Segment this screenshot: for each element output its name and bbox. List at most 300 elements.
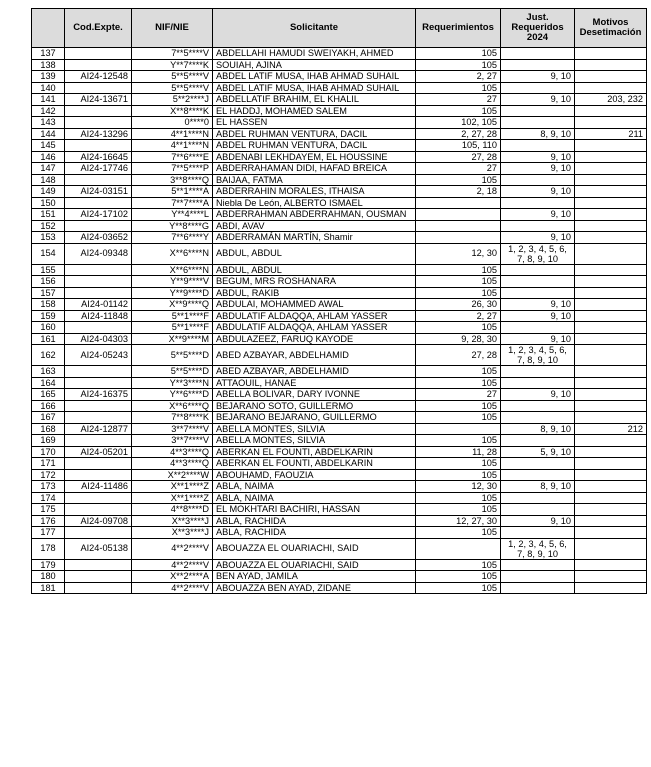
cod-expte-cell: AI24-17746 [65, 163, 132, 175]
just-requeridos-cell [501, 559, 575, 571]
row-number-cell: 142 [32, 105, 65, 117]
row-number-cell: 143 [32, 117, 65, 129]
table-row [32, 287, 647, 299]
just-requeridos-cell: 9, 10 [501, 186, 575, 198]
table-row [32, 435, 647, 447]
cod-expte-cell [65, 492, 132, 504]
nif-nie-cell: Y**7****K [132, 59, 213, 71]
motivos-cell [575, 48, 647, 60]
nif-nie-cell: X**3****J [132, 527, 213, 539]
table-row [32, 538, 647, 559]
row-number-cell: 175 [32, 504, 65, 516]
solicitante-cell: ABERKAN EL FOUNTI, ABDELKARIN [213, 446, 416, 458]
motivos-cell [575, 538, 647, 559]
header-just-requeridos: Just. Requeridos 2024 [501, 9, 575, 48]
table-row [32, 446, 647, 458]
row-number-cell: 151 [32, 209, 65, 221]
requerimientos-cell: 105 [416, 59, 501, 71]
solicitante-cell: ABDULAZEEZ, FARUQ KAYODE [213, 333, 416, 345]
row-number-cell: 140 [32, 82, 65, 94]
nif-nie-cell: X**2****W [132, 469, 213, 481]
motivos-cell [575, 504, 647, 516]
solicitante-cell: ABDEL LATIF MUSA, IHAB AHMAD SUHAIL [213, 82, 416, 94]
solicitante-cell: ABDERRAHMAN ABDERRAHMAN, OUSMAN [213, 209, 416, 221]
row-number-cell: 150 [32, 197, 65, 209]
cod-expte-cell [65, 571, 132, 583]
cod-expte-cell [65, 59, 132, 71]
solicitante-cell: ABLA, NAIMA [213, 492, 416, 504]
nif-nie-cell: 7**5****P [132, 163, 213, 175]
nif-nie-cell: 3**8****Q [132, 174, 213, 186]
table-row [32, 209, 647, 221]
nif-nie-cell: 4**8****D [132, 504, 213, 516]
solicitante-cell: ABDERRAMÁN MARTÍN, Shamir [213, 232, 416, 244]
requerimientos-cell: 12, 30 [416, 481, 501, 493]
solicitante-cell: ABDENABI LEKHDAYEM, EL HOUSSINE [213, 151, 416, 163]
cod-expte-cell [65, 140, 132, 152]
table-row [32, 151, 647, 163]
row-number-cell: 174 [32, 492, 65, 504]
requerimientos-cell: 11, 28 [416, 446, 501, 458]
table-row [32, 105, 647, 117]
requerimientos-cell: 27, 28 [416, 345, 501, 366]
solicitante-cell: ABELLA MONTES, SILVIA [213, 435, 416, 447]
nif-nie-cell: X**6****Q [132, 400, 213, 412]
just-requeridos-cell: 9, 10 [501, 151, 575, 163]
just-requeridos-cell [501, 458, 575, 470]
motivos-cell [575, 481, 647, 493]
motivos-cell [575, 412, 647, 424]
cod-expte-cell [65, 559, 132, 571]
cod-expte-cell [65, 400, 132, 412]
table-row [32, 333, 647, 345]
requerimientos-cell: 105 [416, 559, 501, 571]
just-requeridos-cell [501, 59, 575, 71]
nif-nie-cell: 4**2****V [132, 559, 213, 571]
cod-expte-cell: AI24-01142 [65, 299, 132, 311]
table-row [32, 527, 647, 539]
motivos-cell: 211 [575, 128, 647, 140]
nif-nie-cell: 5**2****J [132, 94, 213, 106]
nif-nie-cell: 7**6****E [132, 151, 213, 163]
nif-nie-cell: Y**6****D [132, 389, 213, 401]
cod-expte-cell [65, 582, 132, 594]
solicitante-cell: ABED AZBAYAR, ABDELHAMID [213, 366, 416, 378]
requerimientos-cell: 105 [416, 377, 501, 389]
solicitante-cell: ABLA, RACHIDA [213, 515, 416, 527]
row-number-cell: 156 [32, 276, 65, 288]
header-nif-nie: NIF/NIE [132, 9, 213, 48]
row-number-cell: 155 [32, 264, 65, 276]
requerimientos-cell: 105 [416, 412, 501, 424]
row-number-cell: 166 [32, 400, 65, 412]
just-requeridos-cell [501, 322, 575, 334]
motivos-cell [575, 366, 647, 378]
solicitante-cell: ABDEL LATIF MUSA, IHAB AHMAD SUHAIL [213, 71, 416, 83]
cod-expte-cell [65, 412, 132, 424]
requerimientos-cell: 12, 30 [416, 243, 501, 264]
row-number-cell: 146 [32, 151, 65, 163]
cod-expte-cell [65, 174, 132, 186]
header-cod-expte: Cod.Expte. [65, 9, 132, 48]
requerimientos-cell: 105 [416, 276, 501, 288]
table-row [32, 412, 647, 424]
nif-nie-cell: X**9****Q [132, 299, 213, 311]
requerimientos-cell: 105 [416, 469, 501, 481]
cod-expte-cell [65, 82, 132, 94]
table-row [32, 264, 647, 276]
just-requeridos-cell: 1, 2, 3, 4, 5, 6, 7, 8, 9, 10 [501, 538, 575, 559]
nif-nie-cell: 5**5****D [132, 366, 213, 378]
row-number-cell: 164 [32, 377, 65, 389]
just-requeridos-cell: 9, 10 [501, 389, 575, 401]
solicitante-cell: BEJARANO SOTO, GUILLERMO [213, 400, 416, 412]
cod-expte-cell [65, 504, 132, 516]
row-number-cell: 158 [32, 299, 65, 311]
requerimientos-cell: 27 [416, 389, 501, 401]
table-row [32, 220, 647, 232]
row-number-cell: 148 [32, 174, 65, 186]
requerimientos-cell: 2, 27 [416, 310, 501, 322]
just-requeridos-cell [501, 140, 575, 152]
table-row [32, 94, 647, 106]
just-requeridos-cell [501, 527, 575, 539]
nif-nie-cell: 7**7****A [132, 197, 213, 209]
solicitante-cell: ABDI, AVAV [213, 220, 416, 232]
cod-expte-cell [65, 469, 132, 481]
just-requeridos-cell: 9, 10 [501, 310, 575, 322]
motivos-cell [575, 209, 647, 221]
just-requeridos-cell [501, 366, 575, 378]
solicitante-cell: EL HADDJ, MOHAMED SALEM [213, 105, 416, 117]
table-row [32, 128, 647, 140]
table-row [32, 515, 647, 527]
nif-nie-cell: 4**3****Q [132, 458, 213, 470]
just-requeridos-cell [501, 412, 575, 424]
table-row [32, 469, 647, 481]
table-row [32, 48, 647, 60]
motivos-cell [575, 400, 647, 412]
motivos-cell [575, 310, 647, 322]
cod-expte-cell: AI24-03652 [65, 232, 132, 244]
solicitante-cell: ABDULATIF ALDAQQA, AHLAM YASSER [213, 322, 416, 334]
just-requeridos-cell: 8, 9, 10 [501, 481, 575, 493]
solicitante-cell: ABOUAZZA EL OUARIACHI, SAID [213, 538, 416, 559]
motivos-cell [575, 322, 647, 334]
just-requeridos-cell [501, 105, 575, 117]
row-number-cell: 141 [32, 94, 65, 106]
motivos-cell [575, 515, 647, 527]
header-row [32, 9, 647, 48]
solicitante-cell: EL MOKHTARI BACHIRI, HASSAN [213, 504, 416, 516]
requerimientos-cell: 105 [416, 492, 501, 504]
cod-expte-cell [65, 366, 132, 378]
cod-expte-cell [65, 435, 132, 447]
solicitante-cell: ABED AZBAYAR, ABDELHAMID [213, 345, 416, 366]
requerimientos-cell: 12, 27, 30 [416, 515, 501, 527]
row-number-cell: 139 [32, 71, 65, 83]
solicitante-cell: BEJARANO BEJARANO, GUILLERMO [213, 412, 416, 424]
motivos-cell [575, 377, 647, 389]
just-requeridos-cell: 1, 2, 3, 4, 5, 6, 7, 8, 9, 10 [501, 243, 575, 264]
table-row [32, 71, 647, 83]
solicitante-cell: ABOUHAMD, FAOUZIA [213, 469, 416, 481]
requerimientos-cell: 105 [416, 264, 501, 276]
nif-nie-cell: X**1****Z [132, 481, 213, 493]
requerimientos-cell: 105 [416, 48, 501, 60]
cod-expte-cell: AI24-11486 [65, 481, 132, 493]
nif-nie-cell: X**2****A [132, 571, 213, 583]
motivos-cell [575, 264, 647, 276]
solicitante-cell: ABDEL RUHMAN VENTURA, DACIL [213, 140, 416, 152]
table-row [32, 310, 647, 322]
table-row [32, 582, 647, 594]
table-row [32, 481, 647, 493]
cod-expte-cell: AI24-13671 [65, 94, 132, 106]
requerimientos-cell [416, 209, 501, 221]
nif-nie-cell: 3**7****V [132, 423, 213, 435]
nif-nie-cell: 5**5****V [132, 71, 213, 83]
just-requeridos-cell: 9, 10 [501, 94, 575, 106]
nif-nie-cell: 5**1****A [132, 186, 213, 198]
cod-expte-cell: AI24-12548 [65, 71, 132, 83]
solicitante-cell: BEGUM, MRS ROSHANARA [213, 276, 416, 288]
solicitante-cell: ABOUAZZA EL OUARIACHI, SAID [213, 559, 416, 571]
nif-nie-cell: Y**8****G [132, 220, 213, 232]
nif-nie-cell: X**1****Z [132, 492, 213, 504]
nif-nie-cell: 5**1****F [132, 310, 213, 322]
motivos-cell [575, 299, 647, 311]
nif-nie-cell: 5**5****D [132, 345, 213, 366]
header-solicitante: Solicitante [213, 9, 416, 48]
solicitante-cell: ABDUL, RAKIB [213, 287, 416, 299]
requerimientos-cell [416, 423, 501, 435]
just-requeridos-cell [501, 571, 575, 583]
cod-expte-cell: AI24-09348 [65, 243, 132, 264]
table-row [32, 492, 647, 504]
row-number-cell: 176 [32, 515, 65, 527]
cod-expte-cell: AI24-04303 [65, 333, 132, 345]
requerimientos-cell: 105 [416, 435, 501, 447]
requerimientos-cell: 105 [416, 582, 501, 594]
requerimientos-cell: 105 [416, 105, 501, 117]
motivos-cell [575, 571, 647, 583]
motivos-cell [575, 220, 647, 232]
solicitante-cell: ABELLA MONTES, SILVIA [213, 423, 416, 435]
solicitante-cell: ABDELLAHI HAMUDI SWEIYAKH, AHMED [213, 48, 416, 60]
motivos-cell [575, 492, 647, 504]
motivos-cell: 212 [575, 423, 647, 435]
just-requeridos-cell: 5, 9, 10 [501, 446, 575, 458]
row-number-cell: 181 [32, 582, 65, 594]
motivos-cell [575, 276, 647, 288]
solicitante-cell: ABDUL, ABDUL [213, 264, 416, 276]
table-row [32, 197, 647, 209]
solicitante-cell: ABLA, RACHIDA [213, 527, 416, 539]
just-requeridos-cell [501, 264, 575, 276]
motivos-cell [575, 232, 647, 244]
table-row [32, 59, 647, 71]
just-requeridos-cell: 9, 10 [501, 515, 575, 527]
requerimientos-cell: 102, 105 [416, 117, 501, 129]
nif-nie-cell: X**6****N [132, 243, 213, 264]
row-number-cell: 177 [32, 527, 65, 539]
nif-nie-cell: Y**4****L [132, 209, 213, 221]
just-requeridos-cell [501, 276, 575, 288]
just-requeridos-cell: 8, 9, 10 [501, 128, 575, 140]
motivos-cell [575, 458, 647, 470]
table-row [32, 82, 647, 94]
cod-expte-cell: AI24-09708 [65, 515, 132, 527]
requerimientos-cell: 2, 27, 28 [416, 128, 501, 140]
motivos-cell [575, 117, 647, 129]
row-number-cell: 173 [32, 481, 65, 493]
motivos-cell [575, 333, 647, 345]
cod-expte-cell: AI24-12877 [65, 423, 132, 435]
solicitante-cell: ABDERRAHAMAN DIDI, HAFAD BREICA [213, 163, 416, 175]
requerimientos-cell: 105 [416, 400, 501, 412]
nif-nie-cell: X**8****K [132, 105, 213, 117]
table-row [32, 458, 647, 470]
motivos-cell [575, 243, 647, 264]
motivos-cell [575, 174, 647, 186]
requerimientos-cell: 26, 30 [416, 299, 501, 311]
just-requeridos-cell [501, 435, 575, 447]
cod-expte-cell: AI24-13296 [65, 128, 132, 140]
table-row [32, 174, 647, 186]
requerimientos-cell: 27 [416, 94, 501, 106]
cod-expte-cell [65, 322, 132, 334]
motivos-cell [575, 197, 647, 209]
cod-expte-cell [65, 105, 132, 117]
nif-nie-cell: 7**8****K [132, 412, 213, 424]
motivos-cell [575, 446, 647, 458]
row-number-cell: 159 [32, 310, 65, 322]
row-number-cell: 152 [32, 220, 65, 232]
solicitante-cell: ABELLA BOLIVAR, DARY IVONNE [213, 389, 416, 401]
table-row [32, 504, 647, 516]
just-requeridos-cell [501, 469, 575, 481]
row-number-cell: 138 [32, 59, 65, 71]
motivos-cell [575, 163, 647, 175]
just-requeridos-cell [501, 174, 575, 186]
requerimientos-cell: 2, 18 [416, 186, 501, 198]
requerimientos-cell [416, 232, 501, 244]
cod-expte-cell [65, 220, 132, 232]
just-requeridos-cell [501, 48, 575, 60]
nif-nie-cell: 0****0 [132, 117, 213, 129]
table-row [32, 140, 647, 152]
just-requeridos-cell [501, 220, 575, 232]
table-row [32, 345, 647, 366]
cod-expte-cell: AI24-05243 [65, 345, 132, 366]
motivos-cell [575, 389, 647, 401]
solicitante-cell: ABDEL RUHMAN VENTURA, DACIL [213, 128, 416, 140]
cod-expte-cell [65, 276, 132, 288]
solicitante-cell: BAIJAA, FATMA [213, 174, 416, 186]
table-row [32, 163, 647, 175]
table-row [32, 322, 647, 334]
cod-expte-cell [65, 377, 132, 389]
motivos-cell: 203, 232 [575, 94, 647, 106]
cod-expte-cell [65, 527, 132, 539]
just-requeridos-cell [501, 492, 575, 504]
applicants-table [31, 8, 647, 594]
table-row [32, 571, 647, 583]
just-requeridos-cell: 9, 10 [501, 163, 575, 175]
requerimientos-cell: 27, 28 [416, 151, 501, 163]
table-row [32, 400, 647, 412]
motivos-cell [575, 105, 647, 117]
motivos-cell [575, 559, 647, 571]
cod-expte-cell [65, 197, 132, 209]
requerimientos-cell: 105 [416, 322, 501, 334]
row-number-cell: 180 [32, 571, 65, 583]
requerimientos-cell [416, 197, 501, 209]
table-row [32, 232, 647, 244]
nif-nie-cell: 7**5****V [132, 48, 213, 60]
row-number-cell: 168 [32, 423, 65, 435]
nif-nie-cell: Y**9****V [132, 276, 213, 288]
nif-nie-cell: Y**3****N [132, 377, 213, 389]
motivos-cell [575, 345, 647, 366]
motivos-cell [575, 582, 647, 594]
cod-expte-cell [65, 48, 132, 60]
solicitante-cell: ABLA, NAIMA [213, 481, 416, 493]
requerimientos-cell: 105 [416, 287, 501, 299]
just-requeridos-cell [501, 287, 575, 299]
row-number-cell: 163 [32, 366, 65, 378]
just-requeridos-cell [501, 377, 575, 389]
row-number-cell: 167 [32, 412, 65, 424]
requerimientos-cell: 9, 28, 30 [416, 333, 501, 345]
requerimientos-cell: 105 [416, 504, 501, 516]
cod-expte-cell [65, 287, 132, 299]
solicitante-cell: ABDELLATIF BRAHIM, EL KHALIL [213, 94, 416, 106]
table-row [32, 377, 647, 389]
motivos-cell [575, 186, 647, 198]
solicitante-cell: ABDERRAHIN MORALES, ITHAISA [213, 186, 416, 198]
cod-expte-cell: AI24-05201 [65, 446, 132, 458]
row-number-cell: 153 [32, 232, 65, 244]
motivos-cell [575, 469, 647, 481]
just-requeridos-cell: 9, 10 [501, 232, 575, 244]
cod-expte-cell: AI24-05138 [65, 538, 132, 559]
motivos-cell [575, 287, 647, 299]
solicitante-cell: Niebla De León, ALBERTO ISMAEL [213, 197, 416, 209]
solicitante-cell: ATTAOUIL, HANAE [213, 377, 416, 389]
cod-expte-cell: AI24-11848 [65, 310, 132, 322]
solicitante-cell: ABDULATIF ALDAQQA, AHLAM YASSER [213, 310, 416, 322]
table-row [32, 186, 647, 198]
row-number-cell: 137 [32, 48, 65, 60]
just-requeridos-cell [501, 582, 575, 594]
table-row [32, 389, 647, 401]
nif-nie-cell: 5**1****F [132, 322, 213, 334]
solicitante-cell: ABOUAZZA BEN AYAD, ZIDANE [213, 582, 416, 594]
just-requeridos-cell: 9, 10 [501, 333, 575, 345]
header-num [32, 9, 65, 48]
motivos-cell [575, 527, 647, 539]
just-requeridos-cell [501, 504, 575, 516]
cod-expte-cell: AI24-17102 [65, 209, 132, 221]
header-motivos: Motivos Desetimación [575, 9, 647, 48]
solicitante-cell: SOUIAH, AJINA [213, 59, 416, 71]
row-number-cell: 149 [32, 186, 65, 198]
just-requeridos-cell: 8, 9, 10 [501, 423, 575, 435]
cod-expte-cell: AI24-03151 [65, 186, 132, 198]
nif-nie-cell: 4**1****N [132, 128, 213, 140]
